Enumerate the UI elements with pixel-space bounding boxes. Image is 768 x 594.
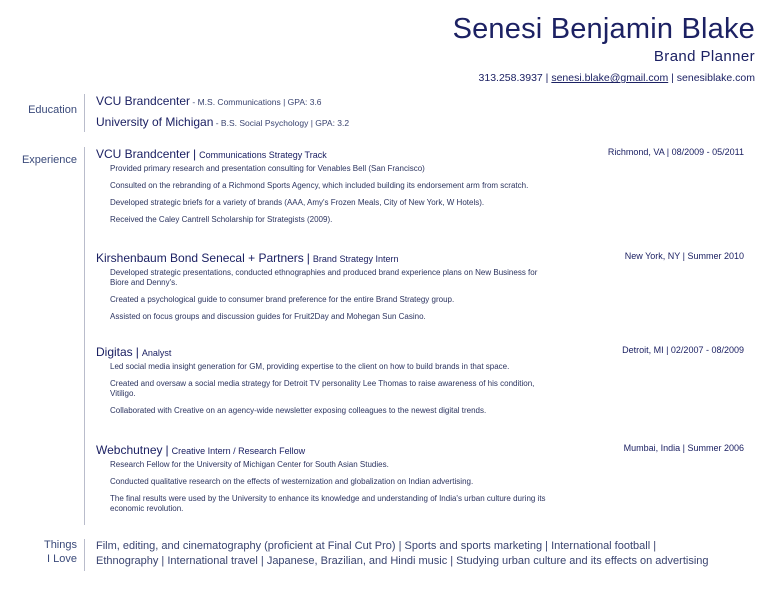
school-name: VCU Brandcenter: [96, 94, 191, 108]
job-bullet: The final results were used by the University to enhance its knowledge and understanding of India's urban culture during its economic revolution.: [110, 494, 546, 513]
section-divider: [84, 539, 85, 571]
job-bullets: [96, 362, 744, 416]
education-list: [96, 92, 744, 132]
job-bullet: Research Fellow for the University of Michigan Center for South Asian Studies.: [110, 460, 389, 469]
education-item: [96, 113, 744, 132]
org-name: VCU Brandcenter: [96, 147, 191, 161]
experience-list: [96, 145, 744, 525]
job-bullet: Assisted on focus groups and discussion guides for Fruit2Day and Mohegan Sun Casino.: [110, 312, 426, 321]
job-header: [96, 145, 744, 161]
job-org: [96, 345, 171, 359]
email-link[interactable]: senesi.blake@gmail.com: [551, 72, 669, 84]
contact-separator: |: [671, 72, 674, 84]
job-bullet: Consulted on the rebranding of a Richmond Sports Agency, which included building its endorsement arm from scratch.: [110, 181, 529, 190]
job-entry: [96, 249, 744, 329]
job-bullets: [96, 164, 744, 225]
experience-label: Experience: [21, 154, 77, 166]
candidate-title: Brand Planner: [653, 48, 755, 65]
education-label: Education: [28, 104, 77, 116]
interests-label: [0, 538, 77, 566]
resume-header: [453, 12, 755, 85]
job-location-dates: Richmond, VA | 08/2009 - 05/2011: [607, 147, 744, 157]
phone-number: 313.258.3937: [478, 72, 543, 84]
job-location-dates: Mumbai, India | Summer 2006: [623, 443, 744, 453]
job-org: [96, 443, 305, 457]
job-bullet: Led social media insight generation for GM, providing expertise to the client on how to build brands in that space.: [110, 362, 510, 371]
school-name: University of Michigan: [96, 115, 214, 129]
job-location-dates: Detroit, MI | 02/2007 - 08/2009: [622, 345, 744, 355]
org-name: Kirshenbaum Bond Senecal + Partners: [96, 251, 304, 265]
job-bullet: Developed strategic presentations, conducted ethnographies and produced brand experience plans on New Business for Biore and Denny's.: [110, 268, 538, 287]
job-bullet: Developed strategic briefs for a variety of brands (AAA, Amy's Frozen Meals, City of New York, W Hotels).: [110, 198, 485, 207]
job-org: [96, 147, 327, 161]
org-separator: |: [135, 345, 139, 359]
job-role: Brand Strategy Intern: [312, 254, 399, 264]
interests-line: Ethnography | International travel | Japanese, Brazilian, and Hindi music | Studying urban culture and its effects on advertising: [96, 555, 709, 567]
interests-label-line: Things: [43, 539, 77, 551]
contact-line: [453, 72, 755, 85]
experience-section: [0, 145, 768, 525]
job-role: Creative Intern / Research Fellow: [171, 446, 306, 456]
job-header: [96, 343, 744, 359]
job-bullet: Created a psychological guide to consumer brand preference for the entire Brand Strategy group.: [110, 295, 455, 304]
job-role: Communications Strategy Track: [199, 150, 327, 160]
job-role: Analyst: [141, 348, 172, 358]
job-entry: [96, 343, 744, 423]
section-divider: [84, 147, 85, 525]
job-bullet: Collaborated with Creative on an agency-wide newsletter exposing colleagues to the newest digital trends.: [110, 406, 487, 415]
org-separator: |: [193, 147, 197, 161]
org-name: Digitas: [96, 345, 133, 359]
org-name: Webchutney: [96, 443, 163, 457]
interests-label-line: I Love: [47, 553, 77, 565]
section-divider: [84, 94, 85, 132]
degree-detail: - B.S. Social Psychology | GPA: 3.2: [213, 118, 350, 128]
job-header: [96, 249, 744, 265]
job-entry: [96, 441, 744, 521]
interests-line: Film, editing, and cinematography (proficient at Final Cut Pro) | Sports and sports marketing | International football |: [96, 540, 657, 552]
job-entry: [96, 145, 744, 232]
org-separator: |: [165, 443, 169, 457]
job-bullet: Conducted qualitative research on the effects of westernization and globalization on Indian advertising.: [110, 477, 474, 486]
education-item: [96, 92, 744, 111]
job-bullet: Provided primary research and presentation consulting for Venables Bell (San Francisco): [110, 164, 425, 173]
org-separator: |: [306, 251, 310, 265]
job-bullet: Received the Caley Cantrell Scholarship for Strategists (2009).: [110, 215, 333, 224]
job-org: [96, 251, 398, 265]
job-header: [96, 441, 744, 457]
job-location-dates: New York, NY | Summer 2010: [624, 251, 744, 261]
website-link[interactable]: senesiblake.com: [676, 72, 755, 84]
degree-detail: - M.S. Communications | GPA: 3.6: [190, 97, 322, 107]
candidate-name: Senesi Benjamin Blake: [452, 13, 755, 45]
job-bullet: Created and oversaw a social media strategy for Detroit TV personality Lee Thomas to raise awareness of his condition, Vitiligo.: [110, 379, 535, 398]
interests-section: [0, 537, 768, 573]
interests-list: [96, 539, 744, 569]
contact-separator: |: [545, 72, 549, 84]
job-bullets: [96, 268, 744, 322]
job-bullets: [96, 460, 744, 514]
education-section: [0, 92, 768, 136]
